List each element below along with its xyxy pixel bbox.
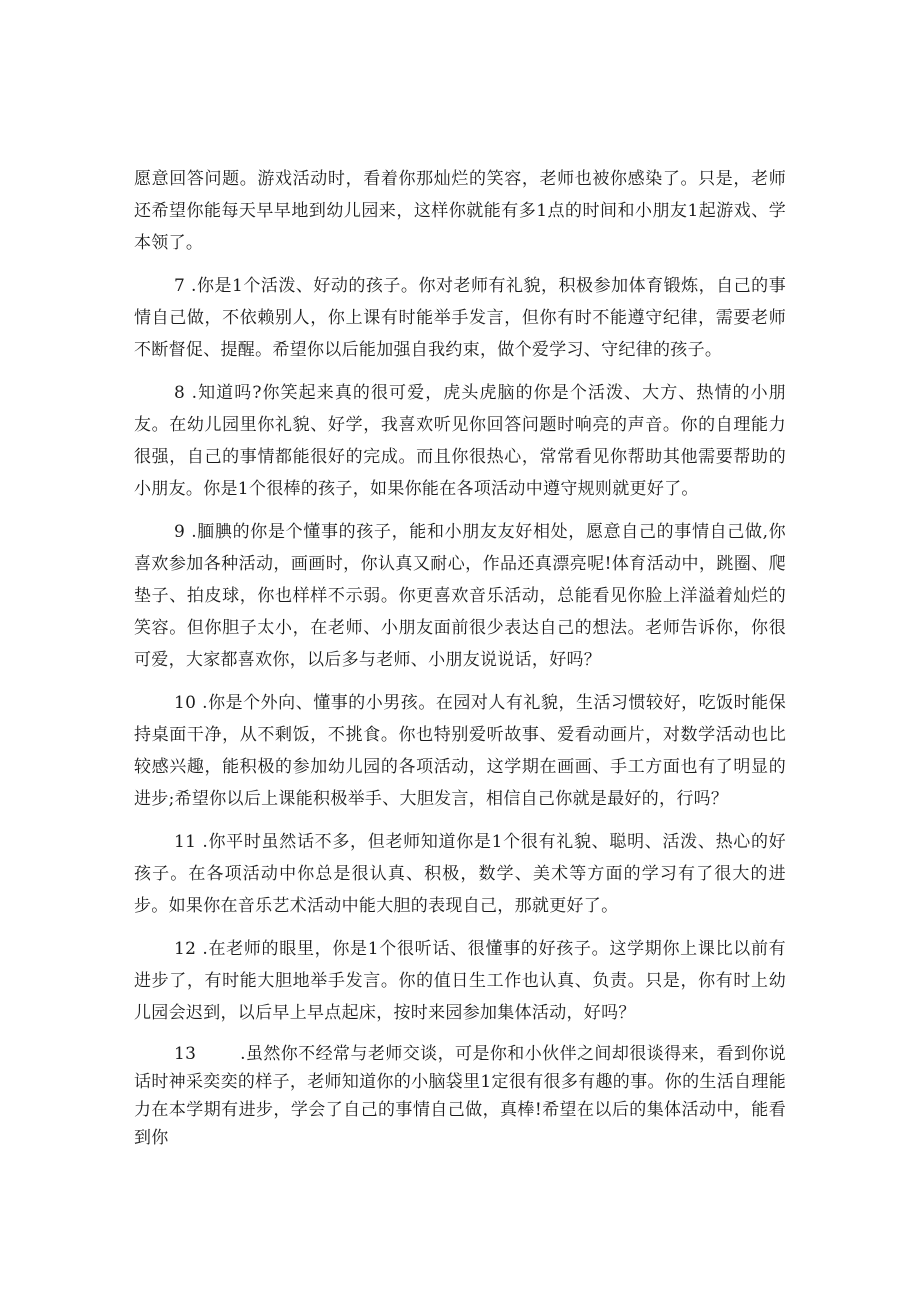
paragraph-11 [134,826,786,922]
paragraph-text: 愿意回答问题。游戏活动时，看着你那灿烂的笑容，老师也被你感染了。只是，老师还希望你能每天早早地到幼儿园来，这样你就能有多1点的时间和小朋友1起游戏、学本领了。 [134,169,786,253]
paragraph-13 [134,1040,786,1152]
paragraph-text: .你是1个活泼、好动的孩子。你对老师有礼貌，积极参加体育锻炼，自己的事情自己做，不依赖别人，你上课有时能举手发言，但你有时不能遵守纪律，需要老师不断督促、提醒。希望你以后能加强自我约束，做个爱学习、守纪律的孩子。 [134,276,786,360]
paragraph-number: 9 [174,522,186,542]
paragraph-10 [134,687,786,815]
paragraph-text: .腼腆的你是个懂事的孩子，能和小朋友友好相处，愿意自己的事情自己做,你喜欢参加各种活动，画画时，你认真又耐心，作品还真漂亮呢!体育活动中，跳圈、爬垫子、拍皮球，你也样样不示弱。你更喜欢音乐活动，总能看见你脸上洋溢着灿烂的笑容。但你胆子太小，在老师、小朋友面前很少表达自己的想法。老师告诉你，你很可爱，大家都喜欢你，以后多与老师、小朋友说说话，好吗？ [134,522,786,670]
paragraph-12 [134,933,786,1029]
paragraph-continued [134,163,786,259]
paragraph-number: 7 [174,276,186,296]
paragraph-7 [134,270,786,366]
paragraph-text: .你平时虽然话不多，但老师知道你是1个很有礼貌、聪明、活泼、热心的好孩子。在各项活动中你总是很认真、积极，数学、美术等方面的学习有了很大的进步。如果你在音乐艺术活动中能大胆的表现自己，那就更好了。 [134,832,786,916]
paragraph-number: 10 [174,693,197,713]
paragraph-number: 13 [174,1044,197,1064]
body-text [134,163,786,1152]
paragraph-text: .虽然你不经常与老师交谈，可是你和小伙伴之间却很谈得来，看到你说话时神采奕奕的样子，老师知道你的小脑袋里1定很有很多有趣的事。你的生活自理能力在本学期有进步，学会了自己的事情自己做，真棒!希望在以后的集体活动中，能看到你 [134,1044,786,1148]
paragraph-number: 8 [174,383,186,403]
paragraph-text: .你是个外向、懂事的小男孩。在园对人有礼貌，生活习惯较好，吃饭时能保持桌面干净，从不剩饭，不挑食。你也特别爱听故事、爱看动画片，对数学活动也比较感兴趣，能积极的参加幼儿园的各项活动，这学期在画画、手工方面也有了明显的进步;希望你以后上课能积极举手、大胆发言，相信自己你就是最好的，行吗？ [134,693,786,809]
paragraph-text: .知道吗?你笑起来真的很可爱，虎头虎脑的你是个活泼、大方、热情的小朋友。在幼儿园里你礼貌、好学，我喜欢听见你回答问题时响亮的声音。你的自理能力很强，自己的事情都能很好的完成。而且你很热心，常常看见你帮助其他需要帮助的小朋友。你是1个很棒的孩子，如果你能在各项活动中遵守规则就更好了。 [134,383,786,499]
paragraph-8 [134,377,786,505]
paragraph-text: .在老师的眼里，你是1个很听话、很懂事的好孩子。这学期你上课比以前有进步了，有时能大胆地举手发言。你的值日生工作也认真、负责。只是，你有时上幼儿园会迟到，以后早上早点起床，按时来园参加集体活动，好吗？ [134,939,786,1023]
paragraph-9 [134,516,786,676]
paragraph-number: 11 [174,832,197,852]
paragraph-number: 12 [174,939,197,959]
